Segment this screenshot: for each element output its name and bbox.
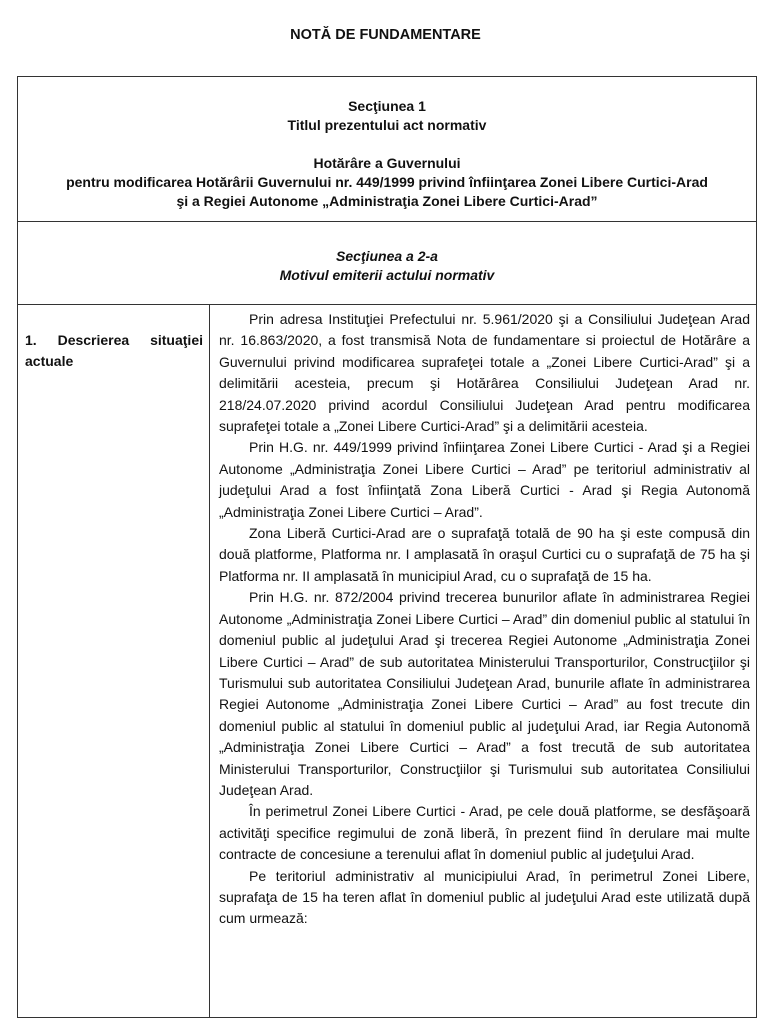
section-2-heading: Secţiunea a 2-a	[336, 248, 438, 264]
act-title-line-1: Hotărâre a Guvernului	[313, 155, 461, 171]
section-2-subheading: Motivul emiterii actului normativ	[279, 267, 495, 283]
paragraph: Pe teritoriul administrativ al municipiului Arad, în perimetrul Zonei Libere, suprafaţa de 15 ha teren aflat în domeniul public al judeţului Arad este utilizată după cum urmează:	[219, 867, 750, 927]
paragraph: Zona Liberă Curtici-Arad are o suprafaţă totală de 90 ha şi este compusă din două platforme, Platforma nr. I amplasată în oraşul Curtici cu o suprafaţă de 75 ha şi Platforma nr. II amplasată în municipiul Arad, cu o suprafaţă de 15 ha.	[219, 525, 750, 584]
note-table	[17, 76, 757, 1018]
paragraph: Prin H.G. nr. 872/2004 privind trecerea bunurilor aflate în administrarea Regiei Autonome „Administraţia Zonei Libere Curtici – Arad” din domeniul public al statului în domeniul public al judeţului Arad şi trecerea Regiei Autonome „Administraţia Zonei Libere Curtici – Arad” de sub autoritatea Ministerului Transporturilor, Construcţiilor şi Turismului sub autoritatea Consiliului Judeţean Arad, bunurile aflate în administrarea Regiei Autonome „Administraţia Zonei Libere Curtici – Arad” au fost trecute din domeniul public al statului în domeniul public al judeţului Arad, iar Regia Autonomă „Administraţia Zonei Libere Curtici – Arad” a fost trecută de sub autoritatea Ministerului Transporturilor, Construcţiilor şi Turismului sub autoritatea Consiliului Judeţean Arad.	[219, 589, 750, 798]
row-content-cell	[210, 305, 756, 1017]
document-title: NOTĂ DE FUNDAMENTARE	[290, 27, 481, 43]
row-label-word-2: situaţiei	[150, 332, 203, 348]
row-label-word-1: Descrierea	[57, 332, 130, 348]
paragraph: Prin adresa Instituţiei Prefectului nr. 5.961/2020 şi a Consiliului Judeţean Arad nr. 16.863/2020, a fost transmisă Nota de fundamentare si proiectul de Hotărâre a Guvernului privind modificarea suprafeţei totale a „Zonei Libere Curtici-Arad” şi a delimitării acesteia, precum şi Hotărârea Consiliului Judeţean Arad nr. 218/24.07.2020 privind acordul Consiliului Judeţean Arad pentru modificarea suprafeţei totale a „Zonei Libere Curtici-Arad” şi a delimitării acesteia.	[219, 311, 750, 435]
paragraph: În perimetrul Zonei Libere Curtici - Arad, pe cele două platforme, se desfăşoară activităţi specifice regimului de zonă liberă, în prezent fiind în derulare mai multe contracte de concesiune a terenului aflat în domeniul public al judeţului Arad.	[219, 803, 750, 863]
row-label-cell	[18, 305, 210, 1017]
act-title-line-3: şi a Regiei Autonome „Administraţia Zonei Libere Curtici-Arad”	[176, 193, 598, 209]
row-label-number: 1.	[25, 332, 37, 348]
paragraph: Prin H.G. nr. 449/1999 privind înfiinţarea Zonei Libere Curtici - Arad şi a Regiei Autonome „Administraţia Zonei Libere Curtici – Arad” pe teritoriul administrativ al judeţului Arad a fost înfiinţată Zona Liberă Curtici - Arad şi Regia Autonomă „Administraţia Zonei Libere Curtici – Arad”.	[219, 439, 750, 520]
section-1-subheading: Titlul prezentului act normativ	[287, 117, 487, 133]
row-label-word-3: actuale	[25, 353, 74, 370]
section-1	[18, 77, 756, 222]
act-title-line-2: pentru modificarea Hotărârii Guvernului nr. 449/1999 privind înfiinţarea Zonei Libere Curtici-Arad	[66, 174, 708, 190]
section-2	[18, 222, 756, 305]
section-1-heading: Secţiunea 1	[348, 98, 426, 114]
